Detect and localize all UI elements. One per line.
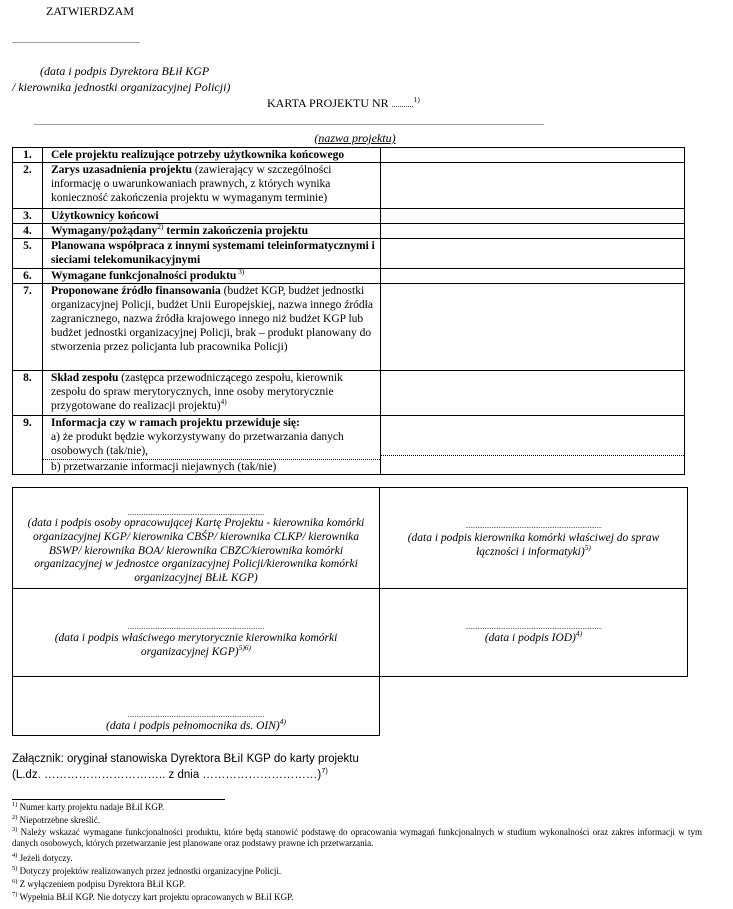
footnote-4 (12, 853, 692, 864)
table-row (13, 209, 685, 224)
row9-value-a[interactable] (381, 416, 684, 456)
footnote-1 (12, 802, 692, 813)
director-caption-line1: (data i podpis Dyrektora BŁił KGP (40, 64, 210, 78)
row-value-cell[interactable] (380, 163, 684, 209)
row-value-cell[interactable] (380, 148, 684, 163)
signature-caption-iod (380, 629, 687, 646)
row9-heading (43, 416, 380, 430)
footnote-marker: 3) (12, 826, 18, 833)
row-label-bold: Użytkownicy końcowi (50, 210, 159, 223)
card-title-text: KARTA PROJEKTU NR (267, 96, 389, 110)
footnote-marker: 6) (12, 878, 18, 885)
footnote-3 (12, 827, 702, 849)
footnote-text: Niepotrzebne skreślić. (19, 815, 101, 825)
footnote-separator (12, 799, 225, 800)
row-number: 8. (13, 371, 43, 416)
row-number: 7. (13, 284, 43, 371)
row-label-bold: Zarys uzasadnienia projektu (50, 164, 192, 177)
footnote-5 (12, 866, 692, 877)
signature-box-author (12, 487, 380, 589)
table-row (13, 284, 685, 371)
row-number: 3. (13, 209, 43, 224)
footnote-text: Numer karty projektu nadaje BŁiI KGP. (19, 802, 165, 812)
approve-label: ZATWIERDZAM (46, 4, 134, 18)
signature-box-it (379, 487, 688, 589)
signature-dots: .............................................................................. (465, 522, 602, 530)
signature-caption-oin-text: (data i podpis pełnomocnika ds. OIN) (105, 720, 280, 732)
row-label-bold: Wymagany/pożądany (50, 225, 158, 238)
row-number: 4. (13, 224, 43, 239)
row-label-rest: (zastępca przewodniczącego zespołu, kierownik zespołu do spraw merytorycznych, inne osoby merytorycznie przygotowane do realizacji projektu) (50, 372, 343, 413)
footnote-marker: 4) (12, 852, 18, 859)
footnote-7 (12, 892, 692, 903)
table-row (13, 239, 685, 269)
footnote-marker: 1) (12, 801, 18, 808)
row-label-rest: (budżet KGP, budżet jednostki organizacyjnej Policji, budżet Unii Europejskiej, nazwa innego źródła zagranicznego, nazwa źródła krajowego innego niż budżet KGP lub budżet jednostki organizacyjnej Policji, brak – produkt planowany do stworzenia przez policjanta lub pracownika Policji) (50, 285, 373, 354)
row-label-bold: Wymagane funkcjonalności produktu (50, 270, 237, 283)
attachment-line2-text: (L.dz. ………………………….. z dnia …………………………) (12, 769, 322, 781)
attachment-line2 (12, 768, 328, 782)
signature-caption-oin-sup: 4) (279, 717, 286, 727)
row-label-bold: Proponowane źródło finansowania (50, 285, 221, 298)
row-number: 2. (13, 163, 43, 209)
row-label (42, 416, 380, 475)
table-row (13, 416, 685, 475)
table-row (13, 269, 685, 284)
row-label (42, 209, 380, 224)
row-number: 1. (13, 148, 43, 163)
table-row (13, 224, 685, 239)
row-value-cell[interactable] (380, 416, 684, 475)
footnote-text: Jeżeli dotyczy. (19, 853, 73, 863)
footnote-marker: 2) (12, 814, 18, 821)
signature-dots: .............................................................................. (465, 623, 602, 631)
row-value-cell[interactable] (380, 209, 684, 224)
row-label-rest: (zawierający w szczególności informację o uwarunkowaniach prawnych, z których wynika konieczność zakończenia projektu w wymaganym terminie) (50, 164, 332, 205)
table-row (13, 163, 685, 209)
row-number: 5. (13, 239, 43, 269)
row-value-cell[interactable] (380, 269, 684, 284)
footnote-text: Wypełnia BŁiI KGP. Nie dotyczy kart projektu opracowanych w BŁiI KGP. (19, 892, 294, 902)
attachment-line1: Załącznik: oryginał stanowiska Dyrektora BŁiI KGP do karty projektu (12, 753, 359, 765)
row-label (42, 148, 380, 163)
card-title (267, 96, 420, 111)
signature-dots: .............................................................................. (127, 509, 265, 517)
signature-caption-iod-text: (data i podpis IOD) (484, 632, 576, 644)
footnote-marker: 7) (12, 891, 18, 898)
footnote-text: Z wyłączeniem podpisu Dyrektora BŁiI KGP. (19, 879, 186, 889)
row-label-sup: 3) (236, 267, 245, 277)
signature-caption-merit-sup: 5)6) (238, 642, 252, 652)
row9-sub-a: a) że produkt będzie wykorzystywany do przetwarzania danych osobowych (tak/nie), (43, 430, 380, 460)
row-value-cell[interactable] (380, 284, 684, 371)
signature-dots: .............................................................................. (127, 711, 265, 719)
row-label-bold: Planowana współpraca z innymi systemami teleinformatycznymi i sieciami telekomunikacyjnymi (50, 240, 375, 267)
row-number: 6. (13, 269, 43, 284)
footnote-text: Należy wskazać wymagane funkcjonalności produktu, które będą stanowić podstawę do opracowania wymagań funkcjonalnych w studium wykonalności oraz zakres informacji w tym danych osobowych, których przetwarzanie jest planowane oraz podstawy prawne ich przetwarzania. (12, 827, 703, 848)
attachment-line2-sup: 7) (321, 766, 328, 776)
footnote-6 (12, 879, 692, 890)
signature-box-oin (12, 676, 380, 736)
row-label-bold: Informacja czy w ramach projektu przewiduje się: (50, 417, 300, 430)
signature-box-merit (12, 588, 380, 677)
row-label-sup: 4) (220, 397, 227, 407)
director-caption-line2: / kierownika jednostki organizacyjnej Policji) (12, 80, 231, 94)
row-label-bold: Skład zespołu (50, 372, 119, 385)
footnote-2 (12, 815, 692, 826)
row-label-bold2: termin zakończenia projektu (163, 225, 308, 238)
signature-caption-author: (data i podpis osoby opracowującej Kartę Projektu - kierownika komórki organizacyjnej KGP/ kierownika CBŚP/ kierownika CLKP/ kierownika BSWP/ kierownika BOA/ kierownika CBZC/kierownika komórki organizacyjnej w jednostce organizacyjnej Policji/kierownika komórki organizacyjnej BŁiŁ KGP) (27, 517, 365, 585)
signature-caption-it-text: (data i podpis kierownika komórki właściwej do spraw łączności i informatyki) (407, 532, 660, 558)
project-name-label: (nazwa projektu) (314, 131, 396, 145)
row-label-sup: 2) (157, 222, 164, 232)
project-name-dots: ............................................................................................................................................................................................................................................................... (34, 118, 544, 127)
project-card-table (12, 147, 685, 475)
row-label (42, 371, 380, 416)
row-value-cell[interactable] (380, 224, 684, 239)
row-label (42, 239, 380, 269)
row9-sub-b: b) przetwarzanie informacji niejawnych (tak/nie) (50, 461, 277, 474)
row-label (42, 269, 380, 284)
signature-box-iod (379, 588, 688, 677)
row-label (42, 224, 380, 239)
table-row (13, 371, 685, 416)
card-title-sup: 1) (413, 95, 420, 104)
signature-caption-iod-sup: 4) (575, 629, 583, 639)
table-row (13, 148, 685, 163)
row-value-cell[interactable] (380, 239, 684, 269)
row-label (42, 284, 380, 371)
footnote-text: Dotyczy projektów realizowanych przez jednostki organizacyjne Policji. (19, 866, 282, 876)
row-number: 9. (13, 416, 43, 475)
signature-caption-oin (13, 717, 379, 734)
card-number-dots: ........... (391, 100, 414, 109)
signature-dots: .............................................................................. (127, 623, 265, 631)
row-value-cell[interactable] (380, 371, 684, 416)
row-label-bold: Cele projektu realizujące potrzeby użytkownika końcowego (50, 149, 345, 161)
signature-caption-it (380, 532, 687, 560)
signature-caption-it-sup: 5) (584, 542, 591, 552)
signature-caption-merit (13, 632, 379, 660)
row9-value-b[interactable] (381, 456, 684, 471)
footnote-marker: 5) (12, 865, 18, 872)
signature-caption-merit-text: (data i podpis właściwego merytorycznie kierownika komórki organizacyjnej KGP) (54, 632, 338, 658)
director-sign-dots: ................................................................ (12, 36, 140, 45)
row-label (42, 163, 380, 209)
